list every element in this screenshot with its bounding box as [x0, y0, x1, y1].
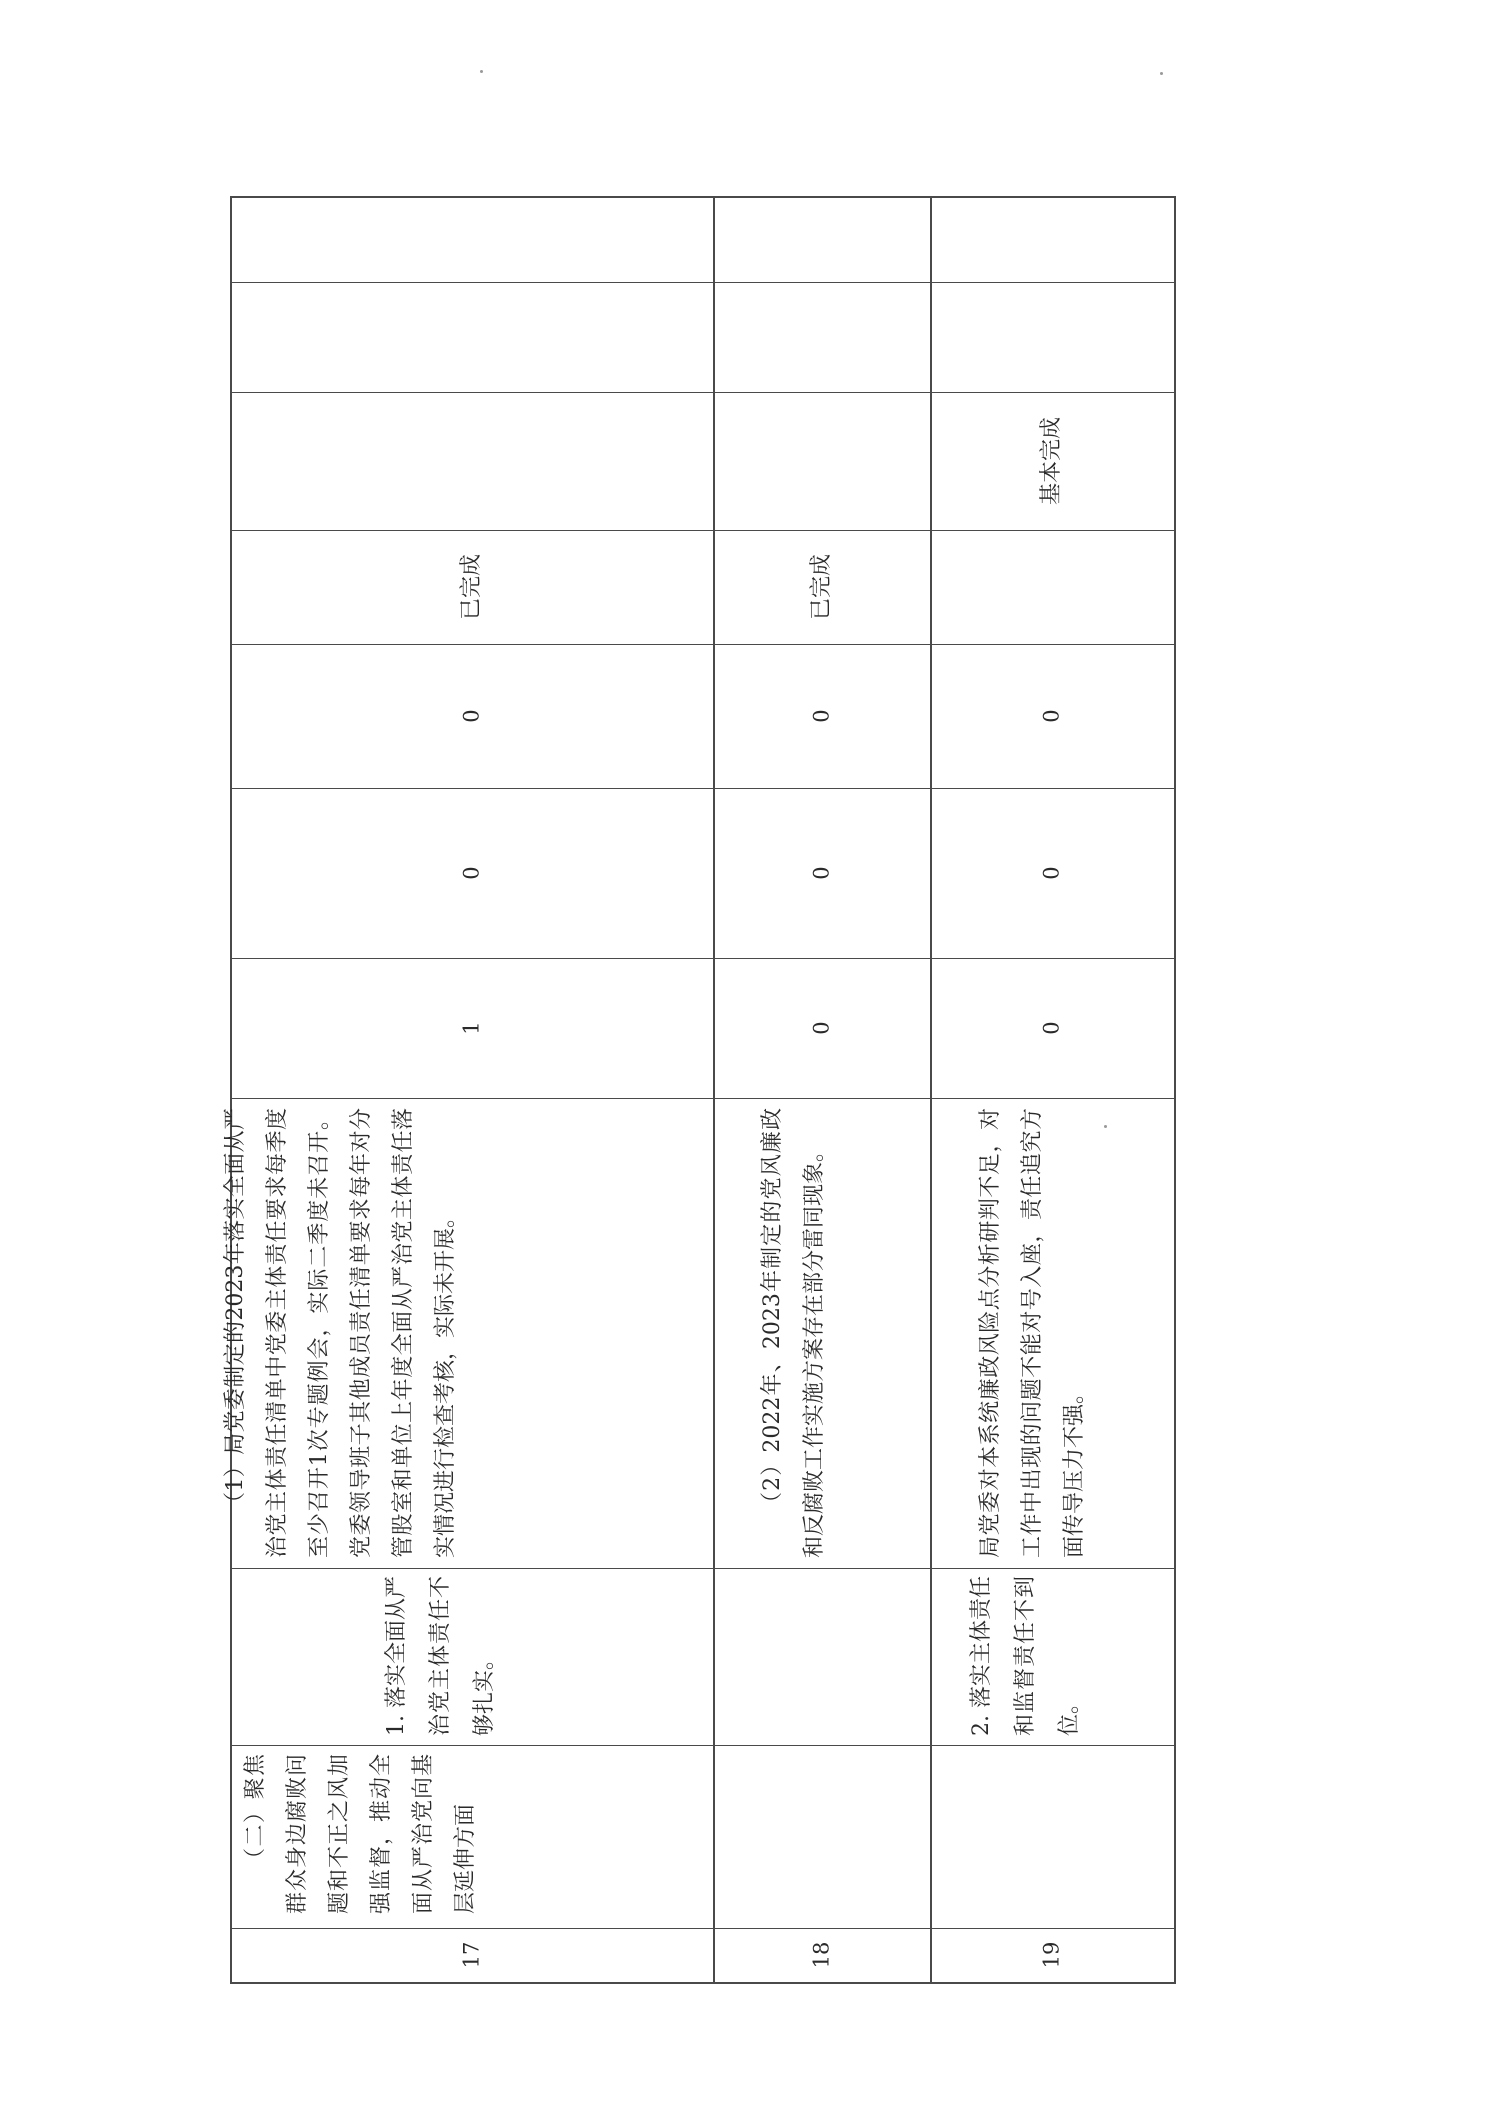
count-cell-a: 1 — [459, 1021, 484, 1035]
scan-speck — [1160, 72, 1163, 75]
status-cell: 已完成 — [459, 553, 484, 621]
col-divider-f-e — [230, 392, 1176, 393]
col-divider-category-seq — [230, 1928, 1176, 1929]
count-cell-c: 0 — [459, 709, 484, 723]
sub-item-cell: 2. 落实主体责任和监督责任不到位。 — [969, 1576, 1082, 1736]
issue-cell: （1）局党委制定的2023年落实全面从严治党主体责任清单中党委主体责任要求每季度至少召开1次专题例会，实际二季度未召开。党委领导班子其他成员责任清单要求每年对分管股室和单位上年度全面从严治党主体责任落实情况进行检查考核，实际未开展。 — [223, 1108, 458, 1558]
count-cell-c: 0 — [809, 709, 834, 723]
table-border-bottom — [230, 1982, 1176, 1984]
table-border-right — [1174, 196, 1176, 1984]
col-divider-a-issue — [230, 1098, 1176, 1099]
col-divider-d-c — [230, 644, 1176, 645]
count-cell-c: 0 — [1039, 709, 1064, 723]
status-cell: 已完成 — [809, 553, 834, 621]
table-border-top — [230, 196, 1176, 198]
count-cell-b: 0 — [809, 866, 834, 880]
row-number: 18 — [809, 1941, 834, 1969]
col-divider-issue-sub — [230, 1568, 1176, 1569]
count-cell-a: 0 — [1039, 1021, 1064, 1035]
col-divider-sub-category — [230, 1745, 1176, 1746]
issue-cell: 局党委对本系统廉政风险点分析研判不足，对工作中出现的问题不能对号入座，责任追究方面传导压力不强。 — [978, 1108, 1087, 1558]
sub-item-cell: 1. 落实全面从严治党主体责任不够扎实。 — [384, 1576, 497, 1736]
count-cell-a: 0 — [809, 1021, 834, 1035]
scan-speck — [480, 70, 483, 73]
row-number: 17 — [459, 1941, 484, 1969]
count-cell-b: 0 — [459, 866, 484, 880]
row-number: 19 — [1039, 1941, 1064, 1969]
count-cell-b: 0 — [1039, 866, 1064, 880]
row-divider-18-19 — [930, 196, 932, 1984]
col-divider-c-b — [230, 788, 1176, 789]
category-cell: （二）聚焦群众身边腐败问题和不正之风加强监督，推动全面从严治党向基层延伸方面 — [243, 1754, 478, 1914]
issue-cell: （2）2022年、2023年制定的党风廉政和反腐败工作实施方案存在部分雷同现象。 — [760, 1108, 827, 1558]
status-cell-e: 基本完成 — [1039, 416, 1064, 506]
col-divider-g-f — [230, 282, 1176, 283]
col-divider-e-d — [230, 530, 1176, 531]
col-divider-b-a — [230, 958, 1176, 959]
table-border-left — [230, 196, 232, 1984]
